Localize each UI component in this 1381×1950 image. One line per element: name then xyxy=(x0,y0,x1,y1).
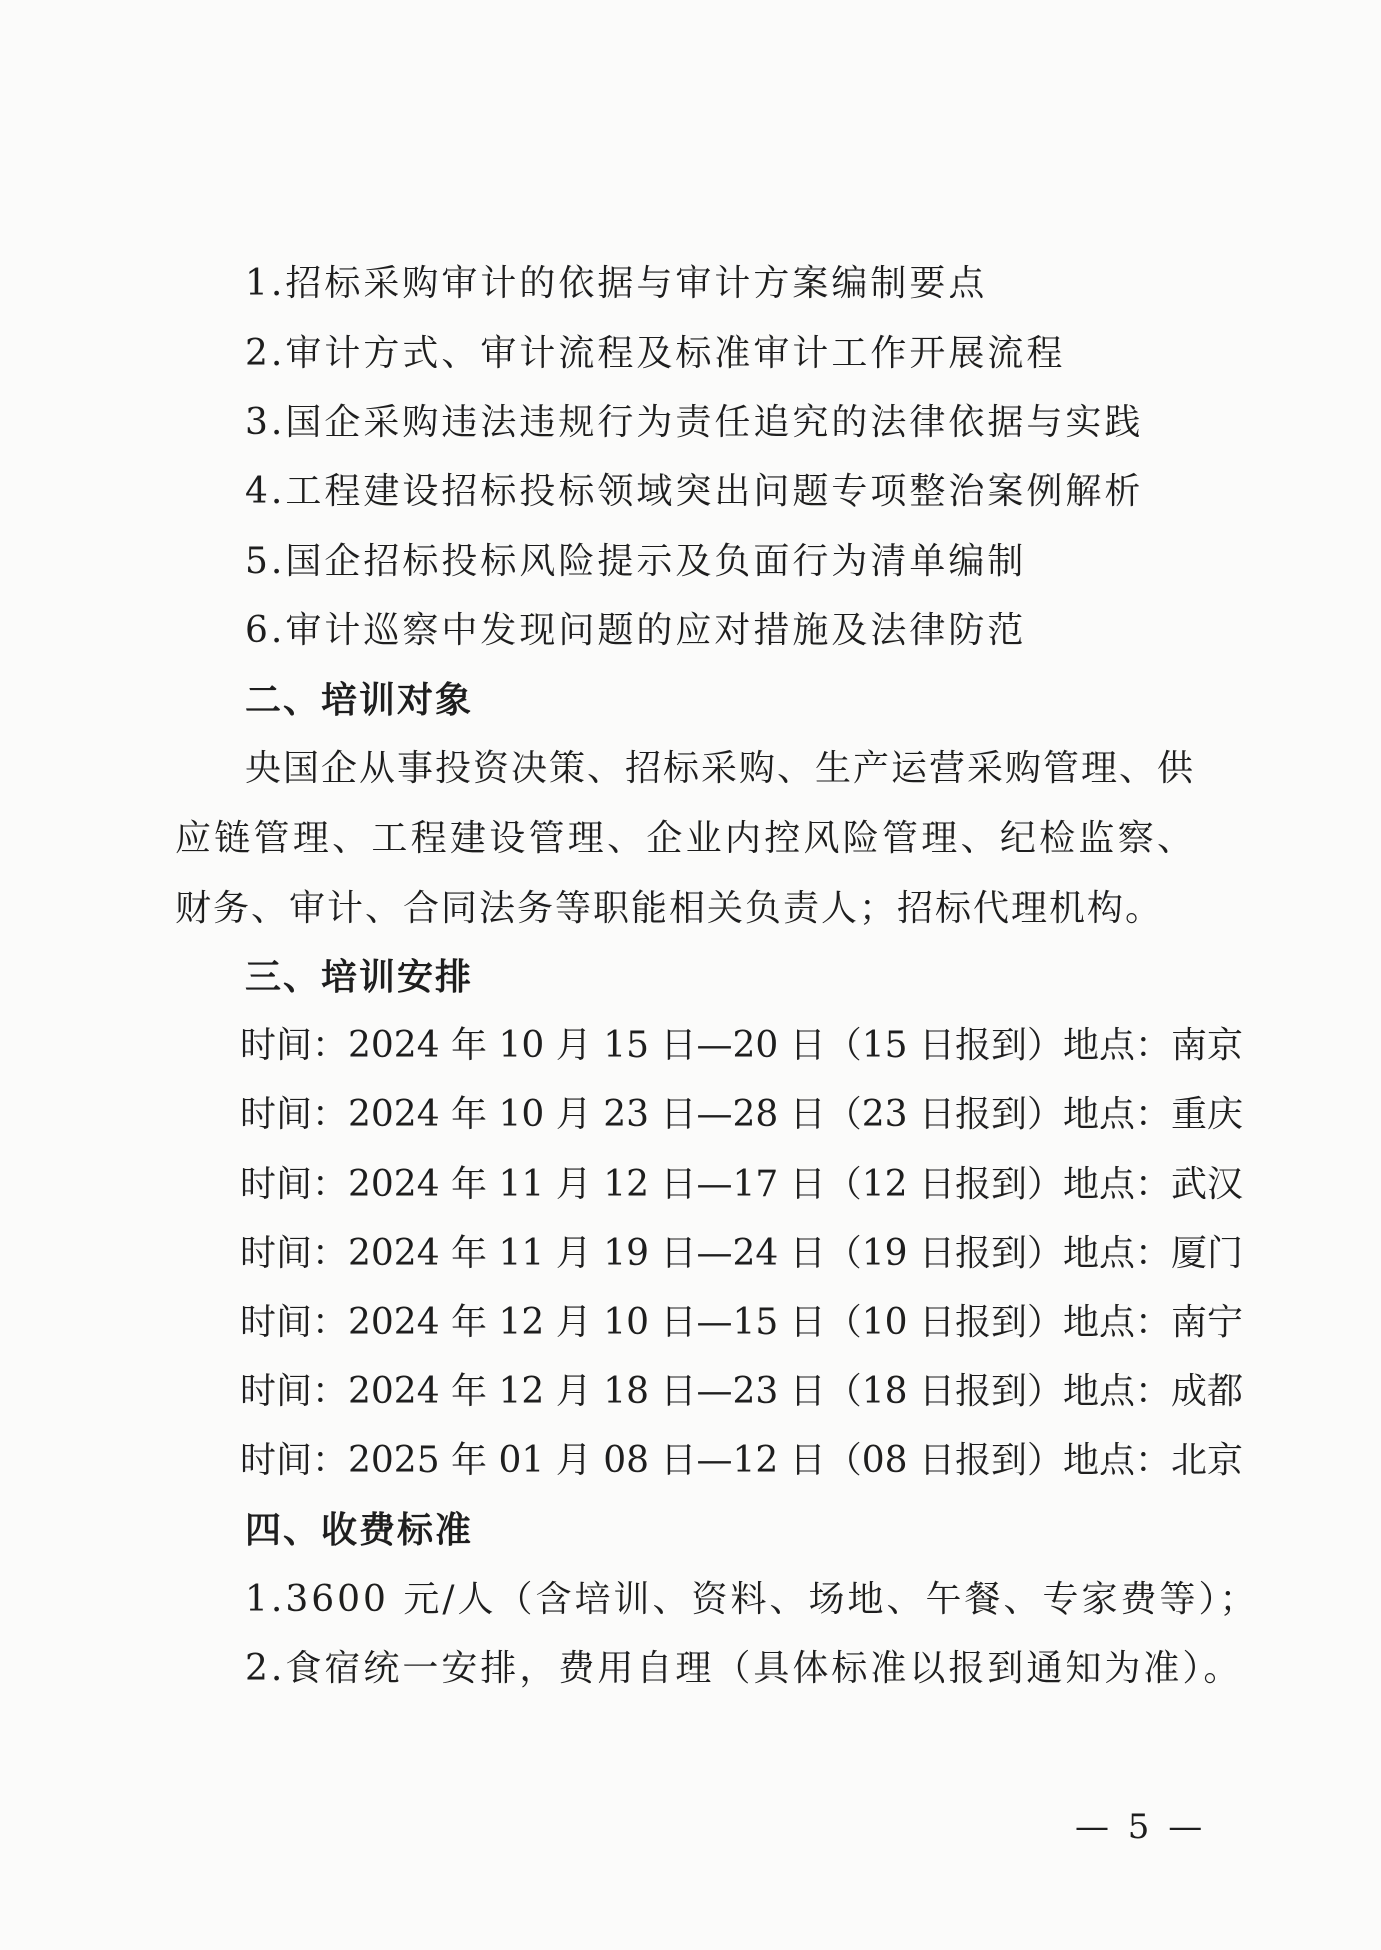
schedule-row xyxy=(240,1091,1243,1139)
content-item-2: 2.审计方式、审计流程及标准审计工作开展流程 xyxy=(245,333,1066,374)
schedule-place: 地点：武汉 xyxy=(1062,1164,1243,1205)
schedule-place: 地点：南宁 xyxy=(1062,1302,1243,1343)
schedule-place: 地点：重庆 xyxy=(1062,1094,1243,1135)
content-item-4: 4.工程建设招标投标领域突出问题专项整治案例解析 xyxy=(245,471,1144,512)
schedule-row xyxy=(240,1299,1243,1347)
schedule-row xyxy=(240,1368,1243,1416)
section-heading-training-schedule: 三、培训安排 xyxy=(245,956,474,998)
content-item-6: 6.审计巡察中发现问题的应对措施及法律防范 xyxy=(245,610,1027,651)
schedule-time: 时间：2024 年 10 月 15 日—20 日（15 日报到） xyxy=(240,1025,1063,1066)
schedule-time: 时间：2024 年 12 月 18 日—23 日（18 日报到） xyxy=(240,1371,1063,1412)
schedule-time: 时间：2024 年 11 月 19 日—24 日（19 日报到） xyxy=(240,1233,1063,1274)
training-target-paragraph: 央国企从事投资决策、招标采购、生产运营采购管理、供应链管理、工程建设管理、企业内控风险管理、纪检监察、财务、审计、合同法务等职能相关负责人；招标代理机构。 xyxy=(175,748,1196,929)
schedule-place: 地点：成都 xyxy=(1062,1371,1243,1412)
section-heading-training-target: 二、培训对象 xyxy=(245,679,474,721)
schedule-row xyxy=(240,1437,1243,1485)
fee-item-1: 1.3600 元/人（含培训、资料、场地、午餐、专家费等）； xyxy=(245,1579,1259,1620)
schedule-place: 地点：厦门 xyxy=(1062,1233,1243,1274)
page-number: — 5 — xyxy=(1075,1807,1207,1847)
schedule-time: 时间：2024 年 10 月 23 日—28 日（23 日报到） xyxy=(240,1094,1063,1135)
content-item-3: 3.国企采购违法违规行为责任追究的法律依据与实践 xyxy=(245,402,1144,443)
schedule-row xyxy=(240,1230,1243,1278)
content-item-1: 1.招标采购审计的依据与审计方案编制要点 xyxy=(245,263,988,304)
section-heading-fee-standard: 四、收费标准 xyxy=(245,1509,474,1551)
schedule-row xyxy=(240,1022,1243,1070)
content-item-5: 5.国企招标投标风险提示及负面行为清单编制 xyxy=(245,541,1027,582)
schedule-time: 时间：2024 年 12 月 10 日—15 日（10 日报到） xyxy=(240,1302,1063,1343)
schedule-time: 时间：2024 年 11 月 12 日—17 日（12 日报到） xyxy=(240,1164,1063,1205)
schedule-place: 地点：南京 xyxy=(1062,1025,1243,1066)
fee-item-2: 2.食宿统一安排，费用自理（具体标准以报到通知为准）。 xyxy=(245,1648,1243,1689)
schedule-row xyxy=(240,1161,1243,1209)
schedule-place: 地点：北京 xyxy=(1062,1440,1243,1481)
schedule-time: 时间：2025 年 01 月 08 日—12 日（08 日报到） xyxy=(240,1440,1063,1481)
